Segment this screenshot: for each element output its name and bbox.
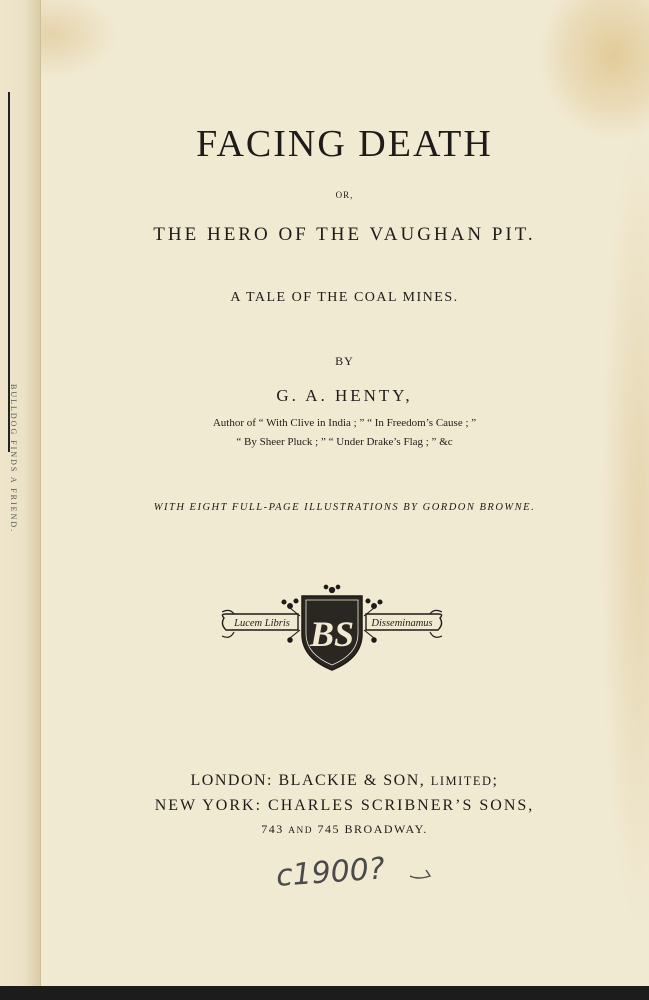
logo-motto-left: Lucem Libris bbox=[234, 618, 290, 629]
facing-page-caption bbox=[4, 384, 20, 594]
book-tagline: A TALE OF THE COAL MINES. bbox=[230, 290, 459, 305]
title-conjunction: OR, bbox=[335, 190, 354, 200]
publisher-address-start: 743 bbox=[261, 822, 289, 836]
author-works-line-2: “ By Sheer Pluck ; ” “ Under Drake’s Flag ; ” &c bbox=[236, 436, 453, 448]
author-name: G. A. HENTY, bbox=[276, 386, 413, 405]
logo-monogram: BS bbox=[309, 614, 355, 654]
book-title: FACING DEATH bbox=[196, 123, 493, 165]
publisher-address bbox=[40, 822, 649, 837]
publisher-device-logo bbox=[220, 584, 444, 672]
illustrations-credit: WITH EIGHT FULL-PAGE ILLUSTRATIONS BY GORDON BROWNE. bbox=[153, 502, 536, 513]
publisher-address-and: AND bbox=[288, 826, 314, 836]
publisher-limited: LIMITED bbox=[430, 774, 493, 788]
scan-edge bbox=[0, 986, 649, 1000]
book-subtitle: THE HERO OF THE VAUGHAN PIT. bbox=[153, 224, 536, 245]
facing-page-edge bbox=[0, 0, 41, 1000]
publisher-london bbox=[40, 772, 649, 790]
publisher-london-text: LONDON: BLACKIE & SON, bbox=[190, 772, 431, 789]
publisher-london-suffix: ; bbox=[492, 772, 499, 789]
author-works-line-1: Author of “ With Clive in India ; ” “ In Freedom’s Cause ; ” bbox=[212, 417, 477, 429]
facing-page-caption-text: BULLDOG FINDS A FRIEND. bbox=[9, 384, 18, 534]
pencil-annotation-text: c1900? bbox=[274, 851, 386, 894]
publisher-newyork: NEW YORK: CHARLES SCRIBNER’S SONS, bbox=[154, 797, 535, 814]
pencil-date-annotation bbox=[272, 842, 442, 894]
by-label: BY bbox=[335, 354, 354, 368]
logo-motto-right: Disseminamus bbox=[371, 618, 433, 629]
publisher-address-end: 745 BROADWAY. bbox=[313, 822, 428, 836]
paper-stain bbox=[539, 0, 649, 140]
